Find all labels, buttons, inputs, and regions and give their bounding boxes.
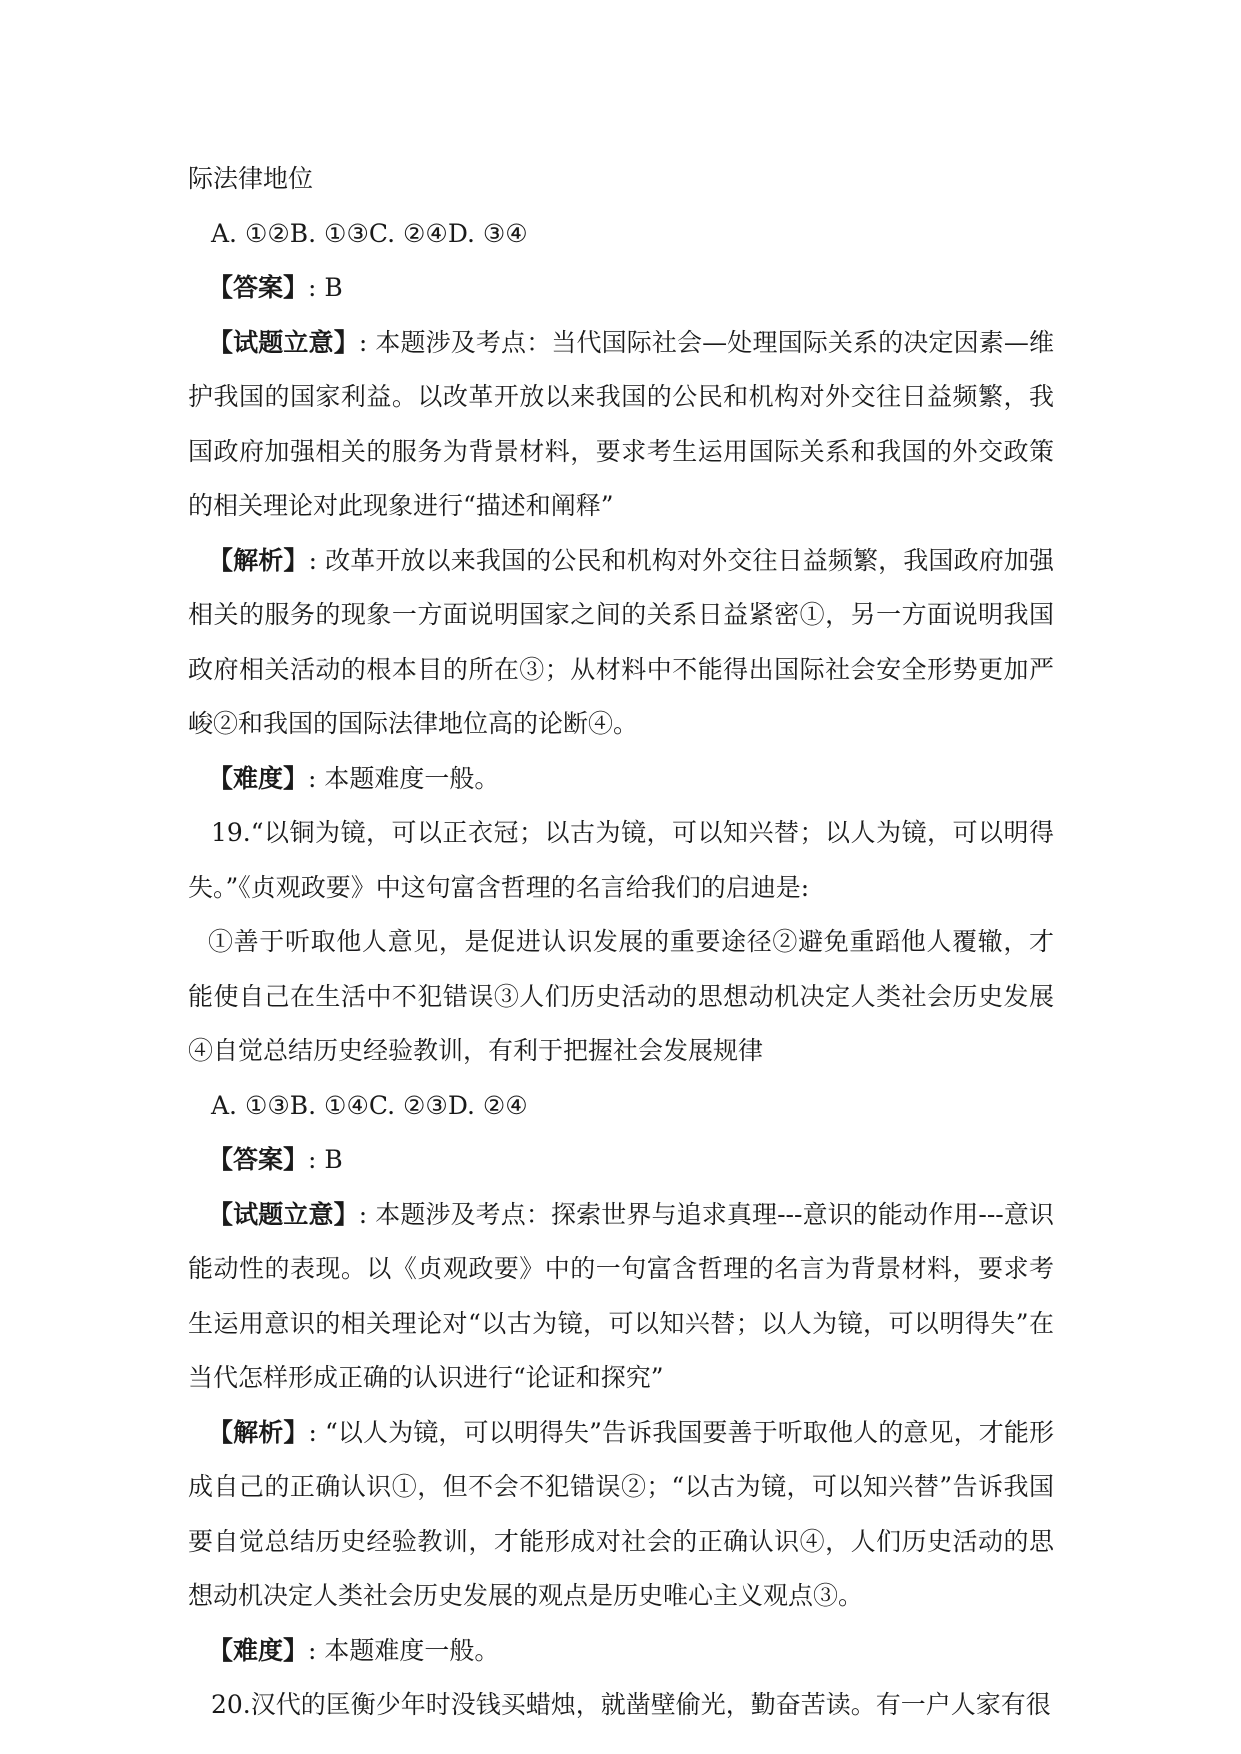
q18-difficulty	[188, 752, 1054, 807]
q19-answer-label: 【答案】	[208, 1145, 309, 1174]
q19-difficulty	[188, 1624, 1054, 1679]
q18-analysis-label: 【解析】	[208, 545, 309, 575]
q19-stem: 19.“以铜为镜，可以正衣冠；以古为镜，可以知兴替；以人为镜，可以明得失。”《贞观政要》中这句富含哲理的名言给我们的启迪是:	[188, 818, 1054, 902]
q18-difficulty-text: : 本题难度一般。	[308, 763, 500, 793]
q19-difficulty-text: : 本题难度一般。	[308, 1635, 500, 1665]
q19-difficulty-label: 【难度】	[208, 1635, 309, 1665]
q20-stem: 20.汉代的匡衡少年时没钱买蜡烛，就凿壁偷光，勤奋苦读。有一户人家有很	[211, 1690, 1051, 1719]
q19-intent-label: 【试题立意】	[208, 1199, 359, 1229]
q18-difficulty-label: 【难度】	[208, 763, 309, 793]
q19-answer-value: : B	[308, 1145, 343, 1174]
q19-analysis-text: : “以人为镜，可以明得失”告诉我国要善于听取他人的意见，才能形成自己的正确认识①，但不会不犯错误②；“以古为镜，可以知兴替”告诉我国要自觉总结历史经验教训，才能形成对社会的正确认识④，人们历史活动的思想动机决定人类社会历史发展的观点是历史唯心主义观点③。	[188, 1417, 1054, 1610]
q18-analysis	[188, 534, 1054, 752]
q18-intent	[188, 316, 1054, 534]
q19-options: A. ①③B. ①④C. ②③D. ②④	[211, 1090, 528, 1120]
q18-answer-value: : B	[308, 273, 343, 302]
q18-intent-label: 【试题立意】	[208, 327, 359, 357]
q18-tail: 际法律地位	[188, 164, 314, 193]
q18-answer	[188, 261, 1054, 316]
q19-analysis-label: 【解析】	[208, 1417, 309, 1447]
q18-answer-label: 【答案】	[208, 273, 309, 302]
q18-options: A. ①②B. ①③C. ②④D. ③④	[211, 218, 528, 248]
document-page	[188, 152, 1054, 1733]
q19-answer	[188, 1133, 1054, 1188]
q18-analysis-text: : 改革开放以来我国的公民和机构对外交往日益频繁，我国政府加强相关的服务的现象一方面说明国家之间的关系日益紧密①，另一方面说明我国政府相关活动的根本目的所在③；从材料中不能得出国际社会安全形势更加严峻②和我国的国际法律地位高的论断④。	[188, 545, 1054, 738]
q19-statements: ①善于听取他人意见，是促进认识发展的重要途径②避免重蹈他人覆辙，才能使自己在生活中不犯错误③人们历史活动的思想动机决定人类社会历史发展④自觉总结历史经验教训，有利于把握社会发展规律	[188, 927, 1054, 1065]
q19-analysis	[188, 1406, 1054, 1624]
q18-intent-text: : 本题涉及考点：当代国际社会—处理国际关系的决定因素—维护我国的国家利益。以改革开放以来我国的公民和机构对外交往日益频繁，我国政府加强相关的服务为背景材料，要求考生运用国际关系和我国的外交政策的相关理论对此现象进行“描述和阐释”	[188, 327, 1054, 520]
q19-intent-text: : 本题涉及考点：探索世界与追求真理---意识的能动作用---意识能动性的表现。以《贞观政要》中的一句富含哲理的名言为背景材料，要求考生运用意识的相关理论对“以古为镜，可以知兴替；以人为镜，可以明得失”在当代怎样形成正确的认识进行“论证和探究”	[188, 1199, 1054, 1392]
q19-intent	[188, 1188, 1054, 1406]
